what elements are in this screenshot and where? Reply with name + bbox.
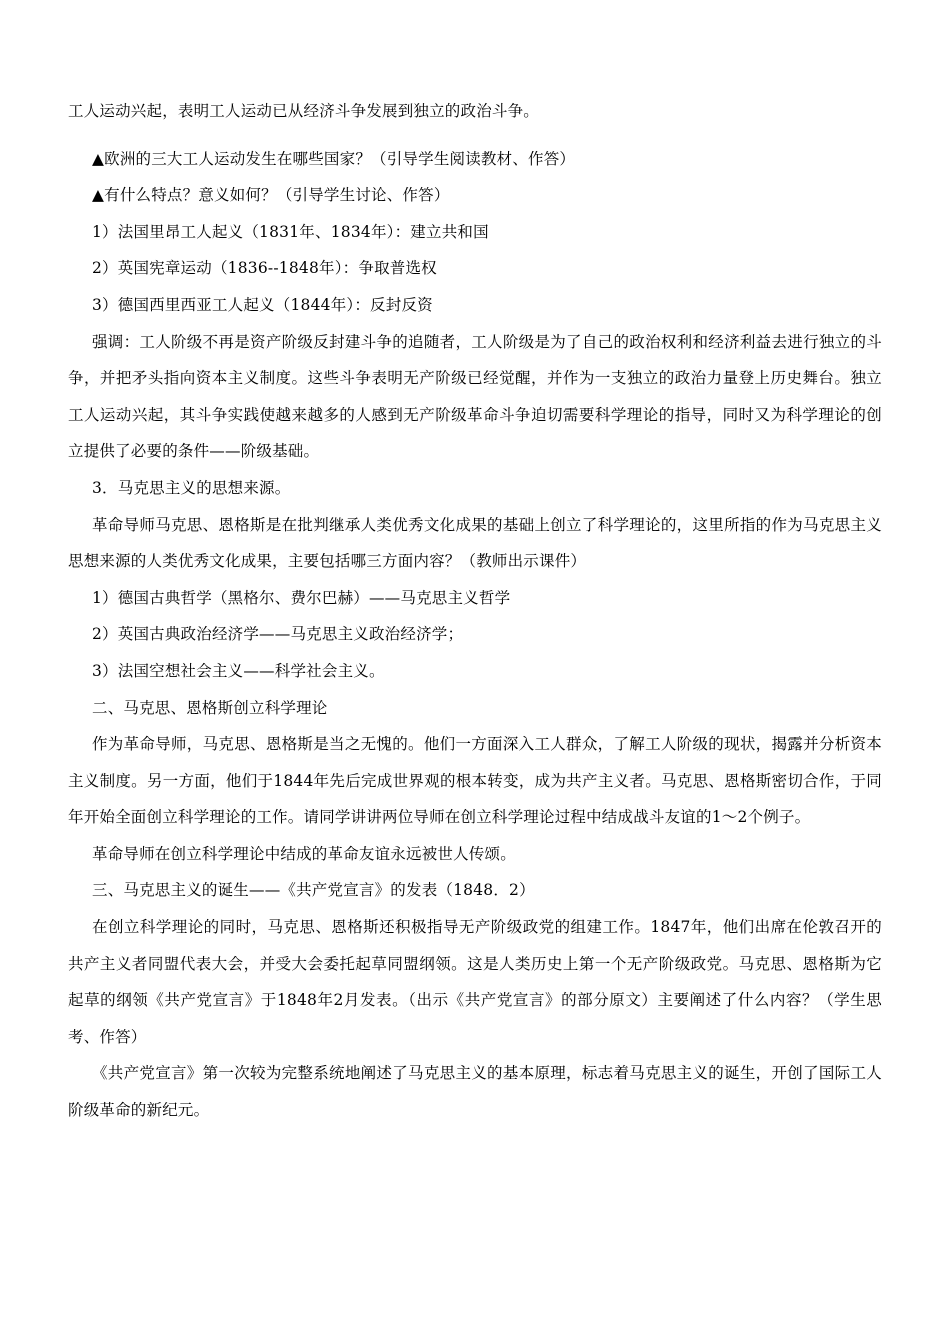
- document-body: [68, 93, 882, 1129]
- list-item-silesia: 3）德国西里西亚工人起义（1844年）：反封反资: [92, 295, 433, 314]
- section-heading-two: 二、马克思、恩格斯创立科学理论: [92, 698, 328, 717]
- list-item-philosophy: 1）德国古典哲学（黑格尔、费尔巴赫）——马克思主义哲学: [92, 588, 511, 607]
- question-three-movements: ▲欧洲的三大工人运动发生在哪些国家？（引导学生阅读教材、作答）: [92, 149, 576, 168]
- paragraph-emphasis: 强调：工人阶级不再是资产阶级反封建斗争的追随者，工人阶级是为了自己的政治权利和经济利益去进行独立的斗争，并把矛头指向资本主义制度。这些斗争表明无产阶级已经觉醒，并作为一支独立的政治力量登上历史舞台。独立工人运动兴起，其斗争实践使越来越多的人感到无产阶级革命斗争迫切需要科学理论的指导，同时又为科学理论的创立提供了必要的条件——阶级基础。: [68, 332, 882, 461]
- list-item-chartism: 2）英国宪章运动（1836--1848年）：争取普选权: [92, 259, 437, 278]
- paragraph-gap: [68, 130, 882, 141]
- paragraph-manifesto: 在创立科学理论的同时，马克思、恩格斯还积极指导无产阶级政党的组建工作。1847年，他们出席在伦敦召开的共产主义者同盟代表大会，并受大会委托起草同盟纲领。这是人类历史上第一个无产阶级政党。马克思、恩格斯为它起草的纲领《共产党宣言》于1848年2月发表。（出示《共产党宣言》的部分原文）主要阐述了什么内容？（学生思考、作答）: [68, 918, 882, 1046]
- list-item-socialism: 3）法国空想社会主义——科学社会主义。: [92, 661, 385, 680]
- section-heading-sources: 3．马克思主义的思想来源。: [92, 478, 291, 497]
- paragraph-intro: 工人运动兴起，表明工人运动已从经济斗争发展到独立的政治斗争。: [68, 102, 540, 120]
- paragraph-friendship: 革命导师在创立科学理论中结成的革命友谊永远被世人传颂。: [92, 844, 516, 863]
- list-item-lyon: 1）法国里昂工人起义（1831年、1834年）：建立共和国: [92, 222, 489, 241]
- paragraph-conclusion: 《共产党宣言》第一次较为完整系统地阐述了马克思主义的基本原理，标志着马克思主义的诞生，开创了国际工人阶级革命的新纪元。: [68, 1064, 882, 1120]
- paragraph-sources: 革命导师马克思、恩格斯是在批判继承人类优秀文化成果的基础上创立了科学理论的，这里所指的作为马克思主义思想来源的人类优秀文化成果，主要包括哪三方面内容？（教师出示课件）: [68, 515, 882, 571]
- question-features: ▲有什么特点？意义如何？（引导学生讨论、作答）: [92, 186, 450, 205]
- list-item-economics: 2）英国古典政治经济学——马克思主义政治经济学；: [92, 625, 464, 644]
- section-heading-three: 三、马克思主义的诞生——《共产党宣言》的发表（1848．2）: [92, 881, 535, 900]
- paragraph-mentors: 作为革命导师，马克思、恩格斯是当之无愧的。他们一方面深入工人群众，了解工人阶级的现状，揭露并分析资本主义制度。另一方面，他们于1844年先后完成世界观的根本转变，成为共产主义者。马克思、恩格斯密切合作，于同年开始全面创立科学理论的工作。请同学讲讲两位导师在创立科学理论过程中结成战斗友谊的1～2个例子。: [68, 735, 882, 827]
